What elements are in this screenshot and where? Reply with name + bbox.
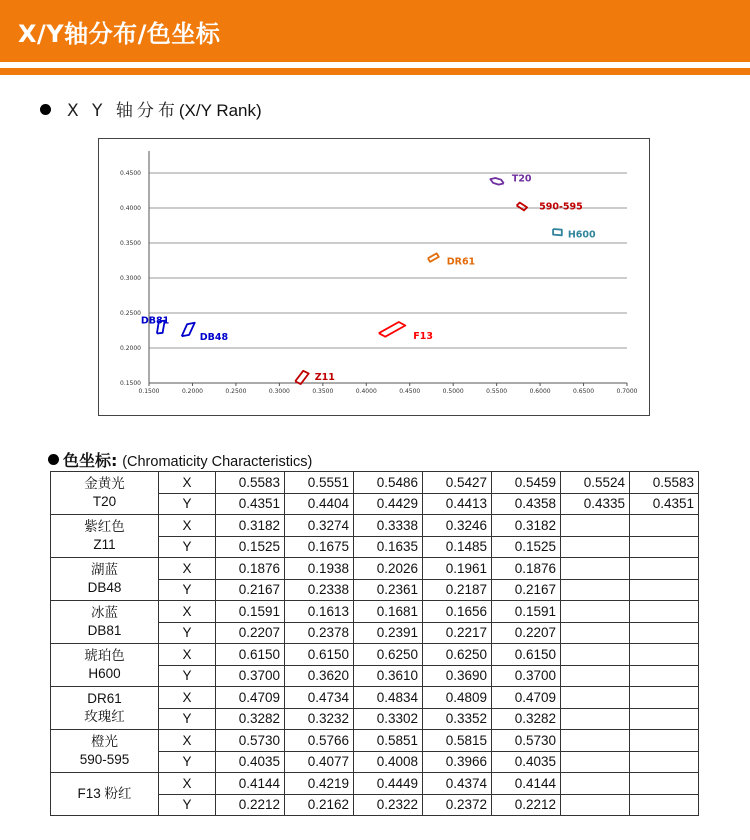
color-name-cell: [51, 644, 159, 687]
x-value-cell: 0.5459: [492, 472, 561, 494]
axis-label-y: Y: [159, 708, 216, 730]
axis-label-x: X: [159, 730, 216, 752]
x-value-cell: 0.6250: [354, 644, 423, 666]
table-row: [51, 730, 699, 752]
color-name-line: Z11: [93, 537, 116, 552]
series-label-db81: DB81: [140, 315, 170, 327]
color-name-line: DR61: [87, 691, 122, 706]
axis-label-y: Y: [159, 493, 216, 515]
y-value-cell: 0.4035: [216, 751, 285, 773]
y-value-cell: 0.4351: [216, 493, 285, 515]
y-tick-label: 0.2500: [120, 310, 141, 317]
x-value-cell: [561, 773, 630, 795]
y-value-cell: 0.4413: [423, 493, 492, 515]
color-name-line: F13 粉红: [77, 786, 132, 801]
color-name-line: 琥珀色: [84, 648, 125, 663]
series-polygon-t20: [490, 178, 504, 185]
x-value-cell: [630, 558, 699, 580]
x-value-cell: 0.4374: [423, 773, 492, 795]
section-title-en: (Chromaticity Characteristics): [122, 454, 313, 470]
x-tick-label: 0.5500: [486, 388, 508, 395]
x-value-cell: 0.2026: [354, 558, 423, 580]
x-tick-label: 0.6500: [573, 388, 595, 395]
color-name-cell: [51, 773, 159, 816]
y-value-cell: [630, 579, 699, 601]
x-value-cell: 0.1876: [492, 558, 561, 580]
y-value-cell: 0.3352: [423, 708, 492, 730]
y-value-cell: [630, 751, 699, 773]
axis-label-y: Y: [159, 751, 216, 773]
y-tick-label: 0.4500: [120, 170, 141, 177]
series-label-590-595: 590-595: [539, 201, 583, 213]
color-name-line: 橙光: [91, 734, 118, 749]
y-value-cell: 0.3610: [354, 665, 423, 687]
y-value-cell: 0.1525: [492, 536, 561, 558]
series-polygon-db48: [182, 323, 195, 337]
x-value-cell: 0.4709: [216, 687, 285, 709]
y-value-cell: 0.1635: [354, 536, 423, 558]
table-row: [51, 601, 699, 623]
x-value-cell: [630, 687, 699, 709]
y-value-cell: 0.2212: [216, 794, 285, 816]
x-value-cell: 0.1961: [423, 558, 492, 580]
x-value-cell: 0.6150: [492, 644, 561, 666]
y-value-cell: [561, 751, 630, 773]
x-value-cell: [561, 644, 630, 666]
y-value-cell: [630, 536, 699, 558]
y-value-cell: 0.1485: [423, 536, 492, 558]
color-name-line: T20: [92, 494, 117, 509]
y-value-cell: 0.1675: [285, 536, 354, 558]
x-value-cell: 0.5815: [423, 730, 492, 752]
y-value-cell: 0.4077: [285, 751, 354, 773]
x-value-cell: 0.3182: [216, 515, 285, 537]
y-value-cell: 0.2378: [285, 622, 354, 644]
header-stripe: [0, 68, 750, 75]
y-value-cell: 0.2217: [423, 622, 492, 644]
x-value-cell: [630, 730, 699, 752]
section-title-cn: 色坐标:: [63, 451, 118, 470]
axis-label-y: Y: [159, 794, 216, 816]
x-tick-label: 0.2500: [225, 388, 247, 395]
x-value-cell: 0.5551: [285, 472, 354, 494]
x-value-cell: 0.3274: [285, 515, 354, 537]
chart-canvas: [99, 139, 649, 415]
color-name-line: 冰蓝: [91, 605, 118, 620]
x-value-cell: 0.5730: [216, 730, 285, 752]
x-value-cell: 0.4144: [216, 773, 285, 795]
y-value-cell: 0.2322: [354, 794, 423, 816]
axis-label-x: X: [159, 558, 216, 580]
color-name-cell: [51, 601, 159, 644]
y-value-cell: 0.4008: [354, 751, 423, 773]
section-title-cn: X Y 轴分布: [67, 101, 179, 121]
color-name-line: DB48: [87, 580, 122, 595]
series-polygon-h600: [553, 229, 562, 235]
color-name-cell: [51, 558, 159, 601]
x-value-cell: 0.4709: [492, 687, 561, 709]
series-label-dr61: DR61: [446, 256, 476, 268]
x-value-cell: 0.5583: [630, 472, 699, 494]
axis-label-x: X: [159, 644, 216, 666]
y-value-cell: 0.4429: [354, 493, 423, 515]
color-name-line: 湖蓝: [91, 562, 118, 577]
x-value-cell: [561, 687, 630, 709]
color-name-line: 紫红色: [84, 519, 125, 534]
x-value-cell: 0.5427: [423, 472, 492, 494]
y-tick-label: 0.3500: [120, 240, 141, 247]
axis-label-y: Y: [159, 665, 216, 687]
axis-label-x: X: [159, 687, 216, 709]
x-value-cell: 0.1591: [492, 601, 561, 623]
series-label-t20: T20: [511, 173, 532, 185]
x-value-cell: [561, 558, 630, 580]
series-label-h600: H600: [567, 229, 596, 241]
axis-label-x: X: [159, 515, 216, 537]
y-value-cell: 0.2212: [492, 794, 561, 816]
x-tick-label: 0.2000: [181, 388, 203, 395]
y-value-cell: 0.4404: [285, 493, 354, 515]
x-value-cell: 0.5730: [492, 730, 561, 752]
x-value-cell: 0.1591: [216, 601, 285, 623]
x-value-cell: 0.3246: [423, 515, 492, 537]
color-name-cell: [51, 515, 159, 558]
y-value-cell: [630, 794, 699, 816]
page-header: [0, 0, 750, 62]
y-value-cell: 0.2207: [216, 622, 285, 644]
x-value-cell: 0.3182: [492, 515, 561, 537]
x-value-cell: 0.1656: [423, 601, 492, 623]
table-row: [51, 472, 699, 494]
color-name-line: DB81: [87, 623, 122, 638]
y-value-cell: 0.3282: [492, 708, 561, 730]
axis-label-y: Y: [159, 536, 216, 558]
y-value-cell: 0.2167: [216, 579, 285, 601]
x-tick-label: 0.3500: [312, 388, 334, 395]
y-value-cell: 0.2338: [285, 579, 354, 601]
y-value-cell: [630, 622, 699, 644]
y-value-cell: 0.2207: [492, 622, 561, 644]
y-value-cell: [561, 536, 630, 558]
y-value-cell: 0.3302: [354, 708, 423, 730]
table-row: [51, 558, 699, 580]
color-name-line: 590-595: [79, 752, 130, 767]
section-title-en: (X/Y Rank): [178, 101, 262, 120]
series-label-f13: F13: [413, 331, 434, 343]
x-value-cell: 0.1938: [285, 558, 354, 580]
bullet-icon: [48, 454, 59, 465]
series-polygon-f13: [379, 322, 406, 337]
y-value-cell: 0.2187: [423, 579, 492, 601]
x-value-cell: 0.4834: [354, 687, 423, 709]
axis-label-x: X: [159, 601, 216, 623]
series-polygon-590-595: [517, 203, 528, 211]
y-tick-label: 0.4000: [120, 205, 141, 212]
table-row: [51, 687, 699, 709]
x-tick-label: 0.6000: [529, 388, 551, 395]
x-tick-label: 0.5000: [442, 388, 464, 395]
x-value-cell: 0.1613: [285, 601, 354, 623]
y-value-cell: [561, 579, 630, 601]
chromaticity-table: [50, 471, 699, 816]
x-tick-label: 0.4000: [355, 388, 377, 395]
section-title-xy-rank: [40, 96, 262, 121]
x-value-cell: 0.1876: [216, 558, 285, 580]
y-value-cell: 0.2361: [354, 579, 423, 601]
xy-rank-chart: [98, 138, 650, 416]
y-value-cell: 0.4335: [561, 493, 630, 515]
x-value-cell: 0.5486: [354, 472, 423, 494]
color-name-line: H600: [88, 666, 121, 681]
y-value-cell: 0.3700: [216, 665, 285, 687]
table-row: [51, 515, 699, 537]
color-name-cell: [51, 472, 159, 515]
axis-label-y: Y: [159, 622, 216, 644]
series-polygon-dr61: [428, 253, 439, 261]
y-tick-label: 0.2000: [120, 345, 141, 352]
y-value-cell: 0.3690: [423, 665, 492, 687]
color-name-line: 玫瑰红: [84, 709, 125, 724]
x-value-cell: 0.5851: [354, 730, 423, 752]
bullet-icon: [40, 104, 51, 115]
y-value-cell: [561, 665, 630, 687]
y-value-cell: [630, 665, 699, 687]
x-value-cell: [630, 773, 699, 795]
x-value-cell: 0.4219: [285, 773, 354, 795]
y-tick-label: 0.1500: [120, 380, 141, 387]
x-value-cell: 0.6150: [285, 644, 354, 666]
x-tick-label: 0.4500: [399, 388, 421, 395]
series-label-db48: DB48: [199, 331, 229, 343]
x-tick-label: 0.3000: [268, 388, 290, 395]
y-value-cell: 0.2372: [423, 794, 492, 816]
table-row: [51, 644, 699, 666]
x-value-cell: 0.5583: [216, 472, 285, 494]
x-tick-label: 0.7000: [616, 388, 638, 395]
axis-label-x: X: [159, 472, 216, 494]
y-value-cell: [561, 622, 630, 644]
x-value-cell: 0.4734: [285, 687, 354, 709]
x-value-cell: [630, 601, 699, 623]
color-name-line: 金黄光: [84, 476, 125, 491]
y-value-cell: [561, 708, 630, 730]
x-value-cell: 0.4809: [423, 687, 492, 709]
page-title: X/Y轴分布/色坐标: [18, 20, 221, 48]
x-value-cell: [630, 644, 699, 666]
x-value-cell: [561, 515, 630, 537]
y-value-cell: [561, 794, 630, 816]
series-polygon-z11: [295, 371, 309, 384]
x-value-cell: 0.3338: [354, 515, 423, 537]
y-value-cell: [630, 708, 699, 730]
y-value-cell: 0.3232: [285, 708, 354, 730]
y-value-cell: 0.3966: [423, 751, 492, 773]
x-value-cell: [561, 730, 630, 752]
y-value-cell: 0.2391: [354, 622, 423, 644]
x-value-cell: 0.4144: [492, 773, 561, 795]
x-value-cell: 0.5524: [561, 472, 630, 494]
y-value-cell: 0.3700: [492, 665, 561, 687]
axis-label-y: Y: [159, 579, 216, 601]
y-value-cell: 0.3282: [216, 708, 285, 730]
y-tick-label: 0.3000: [120, 275, 141, 282]
y-value-cell: 0.4351: [630, 493, 699, 515]
axis-label-x: X: [159, 773, 216, 795]
y-value-cell: 0.4358: [492, 493, 561, 515]
y-value-cell: 0.2162: [285, 794, 354, 816]
y-value-cell: 0.3620: [285, 665, 354, 687]
color-name-cell: [51, 687, 159, 730]
section-title-chromaticity: [48, 448, 312, 471]
series-label-z11: Z11: [314, 372, 335, 384]
x-value-cell: 0.1681: [354, 601, 423, 623]
y-value-cell: 0.4035: [492, 751, 561, 773]
x-value-cell: 0.4449: [354, 773, 423, 795]
table-row: [51, 773, 699, 795]
y-value-cell: 0.1525: [216, 536, 285, 558]
x-value-cell: 0.6150: [216, 644, 285, 666]
x-tick-label: 0.1500: [138, 388, 160, 395]
color-name-cell: [51, 730, 159, 773]
x-value-cell: 0.5766: [285, 730, 354, 752]
x-value-cell: 0.6250: [423, 644, 492, 666]
y-value-cell: 0.2167: [492, 579, 561, 601]
x-value-cell: [561, 601, 630, 623]
x-value-cell: [630, 515, 699, 537]
